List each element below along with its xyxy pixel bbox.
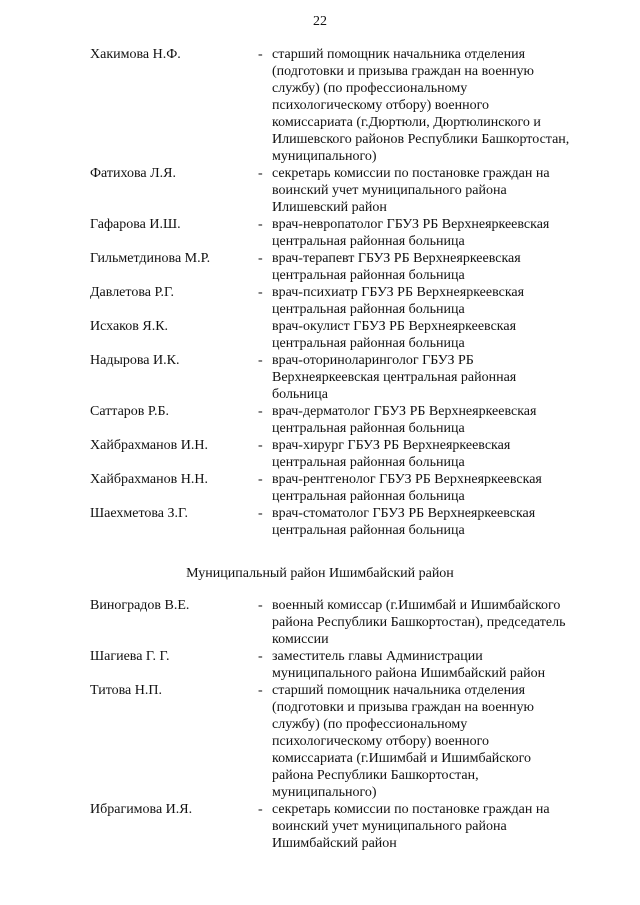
member-position bbox=[272, 250, 602, 284]
member-name: Саттаров Р.Б. bbox=[90, 404, 169, 419]
position-line: комиссариата (г.Ишимбай и Ишимбайского bbox=[272, 751, 531, 766]
position-line: заместитель главы Администрации bbox=[272, 649, 483, 664]
list-dash: - bbox=[258, 472, 263, 487]
member-position bbox=[272, 801, 602, 852]
member-position bbox=[272, 648, 602, 682]
member-name: Исхаков Я.К. bbox=[90, 319, 169, 334]
position-line: врач-терапевт ГБУЗ РБ Верхнеяркеевская bbox=[272, 251, 521, 266]
member-name: Давлетова Р.Г. bbox=[90, 285, 175, 300]
member-position bbox=[272, 165, 602, 216]
position-line: врач-окулист ГБУЗ РБ Верхнеяркеевская bbox=[272, 319, 517, 334]
member-name: Хакимова Н.Ф. bbox=[90, 47, 181, 62]
section-title: Муниципальный район Ишимбайский район bbox=[186, 566, 454, 581]
position-line: центральная районная больница bbox=[272, 302, 465, 317]
member-name: Хайбрахманов Н.Н. bbox=[90, 472, 208, 487]
member-position bbox=[272, 352, 602, 403]
position-line: секретарь комиссии по постановке граждан на bbox=[272, 166, 550, 181]
position-line: врач-стоматолог ГБУЗ РБ Верхнеяркеевская bbox=[272, 506, 536, 521]
position-line: Илишевского районов Республики Башкортостан, bbox=[272, 132, 570, 147]
position-line: больница bbox=[272, 387, 328, 402]
position-line: психологическому отбору) военного bbox=[272, 98, 490, 113]
position-line: центральная районная больница bbox=[272, 268, 465, 283]
position-line: военный комиссар (г.Ишимбай и Ишимбайского bbox=[272, 598, 561, 613]
position-line: врач-оториноларинголог ГБУЗ РБ bbox=[272, 353, 474, 368]
position-line: центральная районная больница bbox=[272, 421, 465, 436]
position-line: муниципального района Ишимбайский район bbox=[272, 666, 546, 681]
list-dash: - bbox=[258, 353, 263, 368]
position-line: врач-невропатолог ГБУЗ РБ Верхнеяркеевская bbox=[272, 217, 550, 232]
position-line: центральная районная больница bbox=[272, 455, 465, 470]
position-line: врач-рентгенолог ГБУЗ РБ Верхнеяркеевская bbox=[272, 472, 542, 487]
position-line: (подготовки и призыва граждан на военную bbox=[272, 64, 534, 79]
list-dash: - bbox=[258, 683, 263, 698]
page-number: 22 bbox=[313, 14, 327, 29]
position-line: центральная районная больница bbox=[272, 523, 465, 538]
member-position bbox=[272, 471, 602, 505]
member-name: Титова Н.П. bbox=[90, 683, 162, 698]
position-line: района Республики Башкортостан, bbox=[272, 768, 479, 783]
position-line: старший помощник начальника отделения bbox=[272, 47, 526, 62]
member-position bbox=[272, 318, 602, 352]
member-name: Шагиева Г. Г. bbox=[90, 649, 170, 664]
list-dash: - bbox=[258, 217, 263, 232]
member-position bbox=[272, 216, 602, 250]
position-line: врач-дерматолог ГБУЗ РБ Верхнеяркеевская bbox=[272, 404, 537, 419]
list-dash: - bbox=[258, 166, 263, 181]
position-line: врач-хирург ГБУЗ РБ Верхнеяркеевская bbox=[272, 438, 511, 453]
member-position bbox=[272, 284, 602, 318]
member-position bbox=[272, 597, 602, 648]
list-dash: - bbox=[258, 404, 263, 419]
position-line: района Республики Башкортостан), председатель bbox=[272, 615, 566, 630]
member-name: Виноградов В.Е. bbox=[90, 598, 190, 613]
position-line: муниципального) bbox=[272, 785, 377, 800]
member-name: Гафарова И.Ш. bbox=[90, 217, 181, 232]
position-line: старший помощник начальника отделения bbox=[272, 683, 526, 698]
member-name: Хайбрахманов И.Н. bbox=[90, 438, 208, 453]
position-line: службу) (по профессиональному bbox=[272, 717, 468, 732]
position-line: секретарь комиссии по постановке граждан на bbox=[272, 802, 550, 817]
position-line: муниципального) bbox=[272, 149, 377, 164]
list-dash: - bbox=[258, 649, 263, 664]
list-dash: - bbox=[258, 506, 263, 521]
position-line: комиссариата (г.Дюртюли, Дюртюлинского и bbox=[272, 115, 541, 130]
position-line: центральная районная больница bbox=[272, 234, 465, 249]
position-line: службу) (по профессиональному bbox=[272, 81, 468, 96]
position-line: воинский учет муниципального района bbox=[272, 183, 507, 198]
member-name: Надырова И.К. bbox=[90, 353, 180, 368]
position-line: Илишевский район bbox=[272, 200, 387, 215]
member-position bbox=[272, 437, 602, 471]
member-position bbox=[272, 682, 602, 801]
list-dash: - bbox=[258, 438, 263, 453]
position-line: психологическому отбору) военного bbox=[272, 734, 490, 749]
member-name: Фатихова Л.Я. bbox=[90, 166, 176, 181]
member-name: Гильметдинова М.Р. bbox=[90, 251, 211, 266]
position-line: центральная районная больница bbox=[272, 489, 465, 504]
list-dash: - bbox=[258, 598, 263, 613]
position-line: комиссии bbox=[272, 632, 329, 647]
member-name: Ибрагимова И.Я. bbox=[90, 802, 193, 817]
list-dash: - bbox=[258, 802, 263, 817]
list-dash: - bbox=[258, 251, 263, 266]
member-position bbox=[272, 46, 602, 165]
list-dash: - bbox=[258, 47, 263, 62]
member-name: Шаехметова З.Г. bbox=[90, 506, 189, 521]
position-line: воинский учет муниципального района bbox=[272, 819, 507, 834]
position-line: центральная районная больница bbox=[272, 336, 465, 351]
list-dash: - bbox=[258, 285, 263, 300]
position-line: Верхнеяркеевская центральная районная bbox=[272, 370, 517, 385]
position-line: Ишимбайский район bbox=[272, 836, 397, 851]
position-line: врач-психиатр ГБУЗ РБ Верхнеяркеевская bbox=[272, 285, 525, 300]
position-line: (подготовки и призыва граждан на военную bbox=[272, 700, 534, 715]
member-position bbox=[272, 505, 602, 539]
member-position bbox=[272, 403, 602, 437]
